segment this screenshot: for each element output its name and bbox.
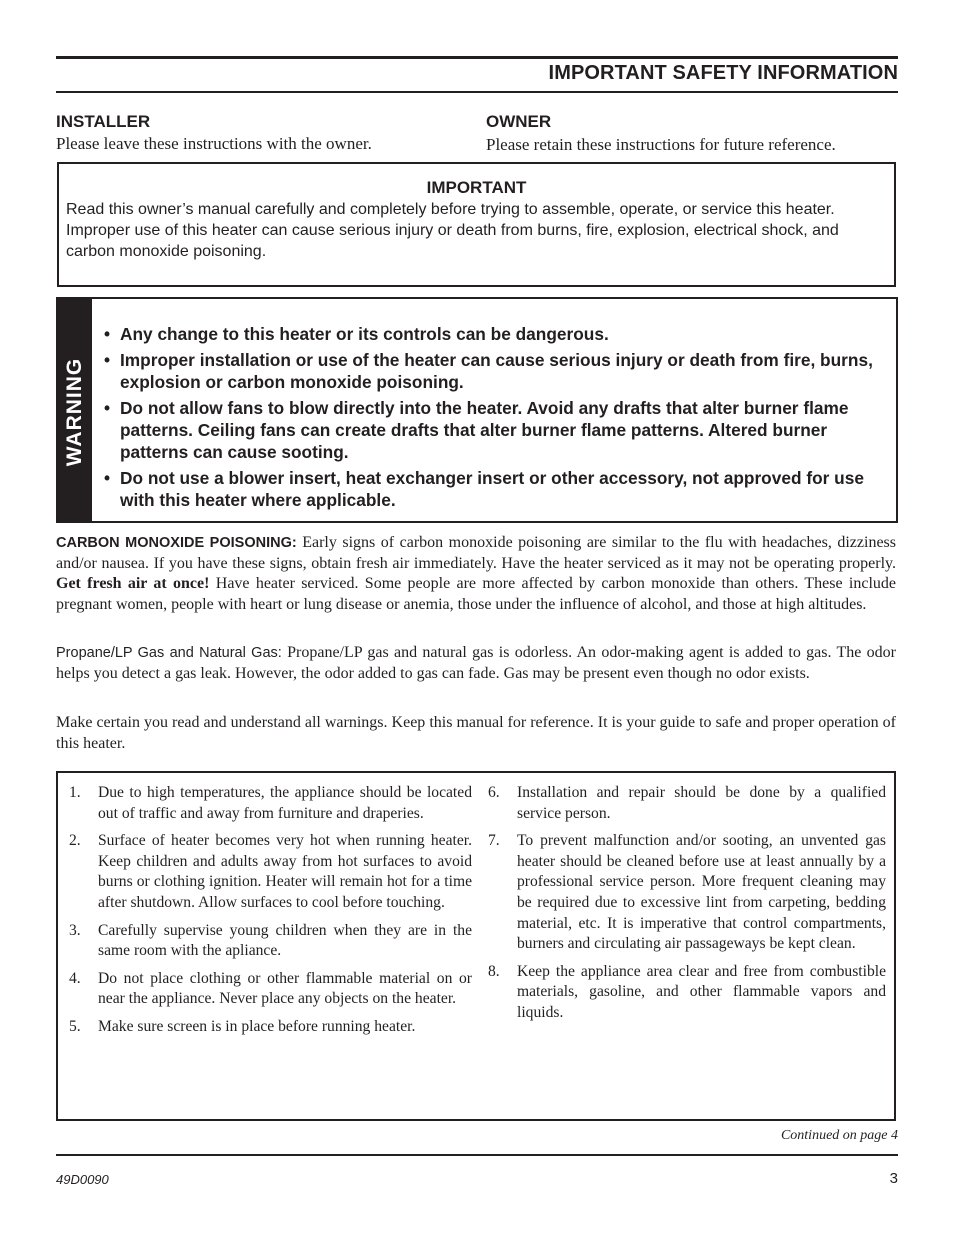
- important-title: IMPORTANT: [426, 178, 527, 197]
- warning-item: • Any change to this heater or its controls can be dangerous.: [104, 323, 884, 345]
- warning-box: [56, 297, 898, 523]
- important-text: Read this owner’s manual carefully and completely before trying to assemble, operate, or service this heater. Improper use of this heater can cause serious injury or death from burns, fire, explosion, electrical shock, and carbon monoxide poisoning.: [66, 201, 839, 260]
- list-item: [58, 783, 472, 824]
- installer-heading: INSTALLER: [56, 112, 151, 131]
- carbon-monoxide-lead: CARBON MONOXIDE POISONING:: [56, 535, 297, 551]
- list-item-number: 8.: [488, 962, 500, 980]
- owner-text: Please retain these instructions for future reference.: [486, 135, 836, 154]
- list-item-text: Carefully supervise young children when they are in the same room with the apliance.: [98, 921, 472, 960]
- warning-item: • Do not use a blower insert, heat exchanger insert or other accessory, not approved for use with this heater where applicable.: [104, 467, 884, 511]
- gas-paragraph: [56, 643, 896, 684]
- numbered-list-right: [477, 783, 886, 1031]
- important-box: [57, 162, 896, 287]
- warning-label: WARNING: [63, 357, 86, 467]
- list-item-text: Due to high temperatures, the appliance should be located out of traffic and away from furniture and draperies.: [98, 784, 472, 822]
- gas-lead: Propane/LP Gas and Natural Gas:: [56, 645, 282, 661]
- page-title: IMPORTANT SAFETY INFORMATION: [548, 62, 898, 84]
- list-item: [58, 831, 472, 913]
- list-item-number: 2.: [69, 832, 81, 850]
- list-item-text: Do not place clothing or other flammable material on or near the appliance. Never place any objects on the heater.: [98, 969, 472, 1008]
- numbered-list-left: [58, 783, 472, 1045]
- list-item: [58, 969, 472, 1010]
- list-item-number: 5.: [69, 1017, 81, 1035]
- numbered-safety-box: [56, 771, 896, 1121]
- list-item: [477, 962, 886, 1024]
- list-item: [477, 831, 886, 955]
- list-item-number: 4.: [69, 969, 81, 987]
- list-item-number: 7.: [488, 832, 500, 850]
- warning-list: [104, 323, 884, 515]
- footer-rule: [56, 1154, 898, 1156]
- fresh-air-callout: Get fresh air at once!: [56, 575, 210, 593]
- list-item: [477, 783, 886, 824]
- list-item-text: Installation and repair should be done by a qualified service person.: [517, 784, 886, 822]
- carbon-monoxide-text-1: Early signs of carbon monoxide poisoning are similar to the flu with headaches, dizziness and/or nausea. If you have these signs, obtain fresh air immediately. Have the heater serviced as it may not be operating properly.: [56, 534, 896, 572]
- list-item-number: 3.: [69, 921, 81, 939]
- read-warnings-paragraph: Make certain you read and understand all warnings. Keep this manual for reference. It is your guide to safe and proper operation of this heater.: [56, 714, 896, 752]
- warning-item: • Improper installation or use of the heater can cause serious injury or death from fire, burns, explosion or carbon monoxide poisoning.: [104, 349, 884, 393]
- list-item-text: To prevent malfunction and/or sooting, an unvented gas heater should be cleaned before use at least annually by a professional service person. More frequent cleaning may be required due to excessive lint from carpeting, bedding material, etc. It is imperative that control compartments, burners and circulating air passageways be kept clean.: [517, 832, 886, 953]
- page-number: 3: [889, 1170, 898, 1187]
- top-rule: [56, 56, 898, 59]
- list-item: [58, 1017, 472, 1038]
- installer-text: Please leave these instructions with the owner.: [56, 134, 372, 153]
- warning-label-bar: [58, 299, 92, 521]
- carbon-monoxide-text-2: Have heater serviced. Some people are more affected by carbon monoxide than others. These include pregnant women, people with heart or lung disease or anemia, those under the influence of alcohol, and those at high altitudes.: [56, 575, 896, 613]
- list-item-text: Keep the appliance area clear and free from combustible materials, gasoline, and other flammable vapors and liquids.: [517, 962, 886, 1021]
- list-item-text: Make sure screen is in place before running heater.: [98, 1017, 416, 1035]
- owner-heading: OWNER: [486, 112, 552, 131]
- gas-text: Propane/LP gas and natural gas is odorless. An odor-making agent is added to gas. The odor helps you detect a gas leak. However, the odor added to gas can fade. Gas may be present even though no odor exists.: [56, 644, 897, 682]
- list-item: [58, 921, 472, 962]
- warning-item: • Do not allow fans to blow directly into the heater. Avoid any drafts that alter burner flame patterns. Ceiling fans can create drafts that alter burner flame patterns. Altered burner patterns can cause sooting.: [104, 397, 884, 463]
- list-item-number: 1.: [69, 784, 81, 801]
- document-code: 49D0090: [56, 1172, 109, 1187]
- carbon-monoxide-paragraph: [56, 533, 896, 615]
- list-item-text: Surface of heater becomes very hot when running heater. Keep children and adults away from hot surfaces to avoid burns or clothing ignition. Heater will remain hot for a time after shutdown. Allow surfaces to cool before touching.: [98, 832, 472, 911]
- continued-note: Continued on page 4: [780, 1128, 898, 1143]
- list-item-number: 6.: [488, 784, 500, 801]
- header-rule: [56, 91, 898, 93]
